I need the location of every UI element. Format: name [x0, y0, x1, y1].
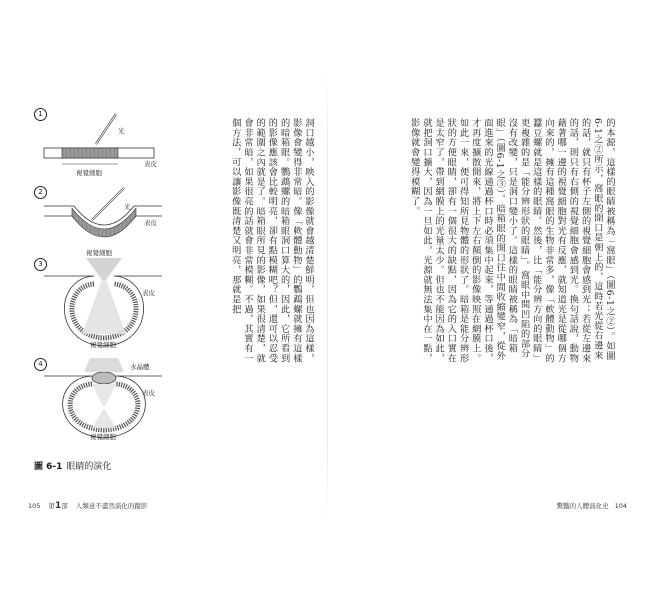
figure-caption: [34, 459, 111, 472]
label-light-2: 光: [124, 203, 131, 211]
right-page-footer: [557, 501, 627, 510]
label-cells-1: 視覺細胞: [76, 169, 102, 177]
chapter-number: 1: [55, 501, 62, 511]
stage-3-pinhole-eye: [44, 258, 162, 346]
label-light-1: 光: [118, 127, 125, 135]
left-page-footer: [28, 501, 147, 511]
chapter-prefix: 第: [48, 502, 55, 510]
left-running-title: 人類意不盡然演化的蹤影: [75, 502, 148, 510]
label-skin-2: 表皮: [144, 219, 157, 227]
label-skin-4: 表皮: [142, 389, 155, 397]
chapter-suffix: 部: [61, 502, 68, 510]
stage-1-eyespot: [44, 114, 154, 164]
page-gutter: [327, 60, 328, 530]
step-4-number: 4: [34, 358, 47, 371]
right-running-title: 驚豔的人體演化史: [556, 502, 609, 510]
left-page-number: 105: [28, 502, 41, 510]
label-cells-4: 視覺細胞: [90, 433, 116, 441]
label-skin-1: 表皮: [144, 160, 157, 168]
figure-caption-number: 圖 6-1: [34, 462, 63, 472]
step-1-number: 1: [34, 108, 47, 121]
label-cells-3: 視覺細胞: [90, 341, 116, 349]
label-skin-3: 表皮: [142, 289, 155, 297]
left-page-text: 洞口越小，映入的影像就會越清楚鮮明，但也因為這樣，影像會變得非常暗。像「軟體動物」的鸚鵡螺就擁有這樣的暗箱眼。鸚鵡螺的暗箱眼洞口算大的，因此，它所看到的影像應該會比較明亮，卻有點模糊吧？但，還可以忍受的範圍之內就是了。暗箱眼所見的影像，如果很清楚，就會非常暗，如果很亮的話就會非常模糊。不過，其實有一個方法，可以讓影像既清楚又明亮，那就是把: [229, 118, 314, 363]
stage-2-cup-eye: [44, 188, 162, 237]
step-2-number: 2: [34, 186, 47, 199]
figure-caption-text: 眼睛的演化: [66, 462, 112, 472]
right-page-number: 104: [614, 502, 627, 510]
step-3-number: 3: [34, 258, 47, 271]
chapter-marker: [49, 502, 68, 510]
label-cells-2: 視覺細胞: [86, 249, 112, 257]
label-lens-4: 水晶體: [130, 363, 150, 371]
eye-evolution-figure: [34, 108, 176, 443]
right-page-text: 的本源，這樣的眼睛被稱為「窩眼」（圖6-1之②）。如圖6-1之②所示，窩眼的開口是朝上的，這時若光從右邊來的話，就只有杯子左側的視覺細胞會感到光；若從左邊來的話，則只有右側的視覺細胞會感到光。換句話說，動物藉著哪一邊的視覺細胞對光有反應，就知道光是從哪個方向來的，擁有這種窩眼的生物非常多，像「軟體動物」的蠶豆螺就是這樣的眼睛。然後，比「能分辨方向的眼睛」更複雜的是「能分辨形狀的眼睛」。窩眼中間凹陷的部分沒有改變，只是洞口變小了。這樣的眼睛被稱為「暗箱眼」（圖6-1之③）。暗箱眼的開口往中間收縮變窄，從外面進來的光線通過杯口時必須集中起來，等通過杯口後，才再度擴散開來，將上下左右顛倒的影像映照在網膜上。如此一來，便可得知所見物體的形狀了。暗箱是能分辨形狀的方便眼睛，卻有一個很大的缺點，因為它的入口實在是太窄了，帶到網膜上的光量太少。但也不能因為如此，就把洞口擴大，因為一旦如此，光源就無法集中在一點，影像就會變得模糊了。: [408, 118, 615, 363]
